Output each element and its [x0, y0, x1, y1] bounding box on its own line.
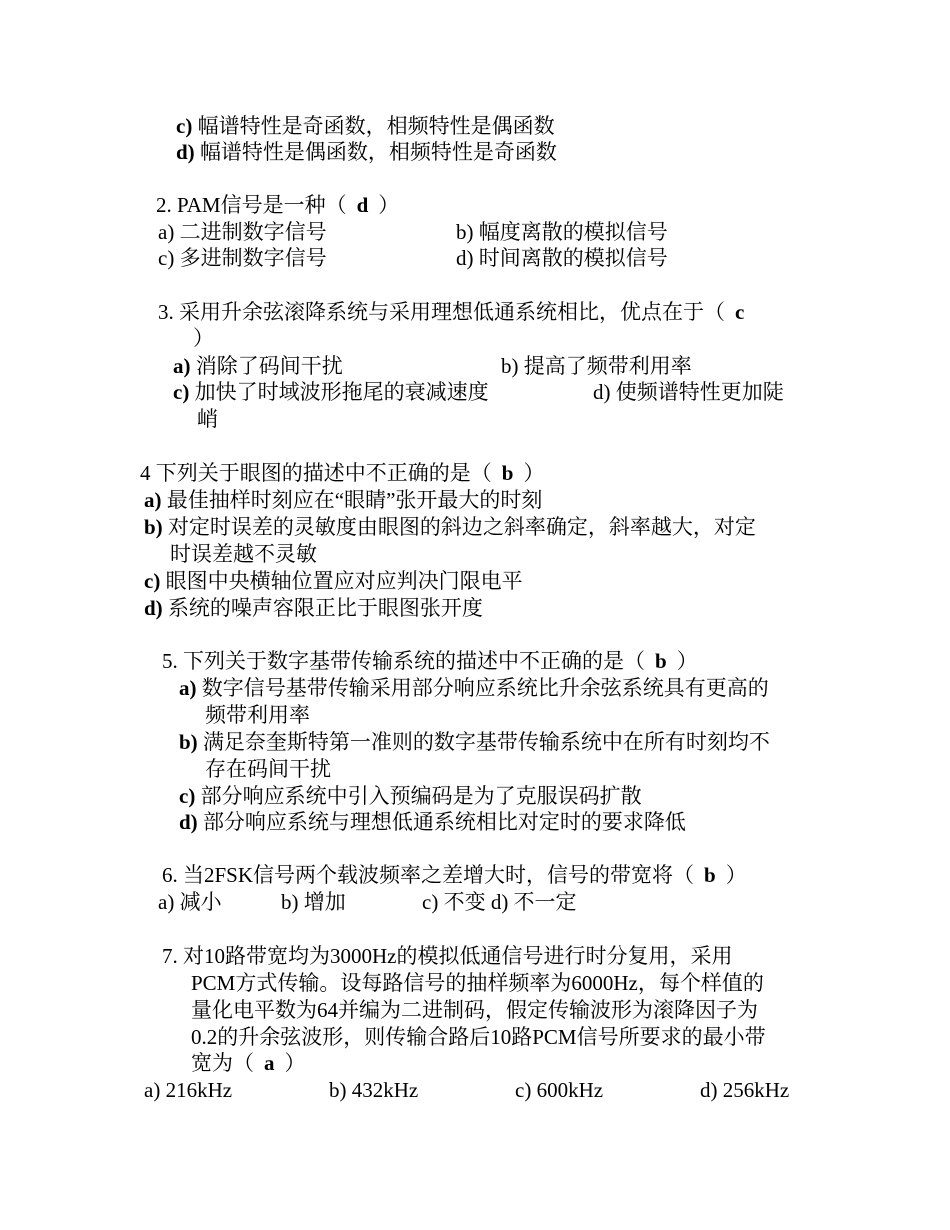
q4-stem — [140, 460, 544, 486]
q5-option-a-label: a) — [179, 676, 197, 700]
q5-option-c-text: 部分响应系统中引入预编码是为了克服误码扩散 — [200, 784, 642, 808]
q2-stem-prefix: 2. PAM信号是一种（ — [156, 193, 347, 217]
q3-option-a — [173, 353, 343, 379]
q6-stem — [162, 862, 747, 888]
q4-option-b — [144, 514, 756, 540]
q4-option-b-text: 对定时误差的灵敏度由眼图的斜边之斜率确定，斜率越大，对定 — [167, 515, 756, 539]
q5-answer: b — [655, 649, 667, 673]
q5-option-c — [179, 783, 642, 809]
q3-answer: c — [735, 300, 745, 324]
q1-option-c — [176, 113, 555, 139]
q2-option-c: c) 多进制数字信号 — [158, 246, 327, 270]
q2-option-a: a) 二进制数字信号 — [158, 220, 327, 244]
q7-stem-line-4: 0.2的升余弦波形，则传输合路后10路PCM信号所要求的最小带 — [191, 1025, 766, 1049]
q4-stem-prefix: 4 下列关于眼图的描述中不正确的是（ — [140, 461, 492, 485]
q4-option-b-continued: 时误差越不灵敏 — [170, 542, 317, 566]
q7-stem-line-3: 量化电平数为64并编为二进制码，假定传输波形为滚降因子为 — [191, 998, 758, 1022]
q3-option-d: d) 使频谱特性更加陡 — [593, 380, 784, 404]
q7-option-d: d) 256kHz — [700, 1078, 790, 1102]
q2-stem — [156, 192, 399, 218]
q3-option-c — [173, 379, 489, 405]
q3-option-c-label: c) — [173, 380, 190, 404]
q5-option-d-label: d) — [179, 810, 198, 834]
q5-option-b-text: 满足奈奎斯特第一准则的数字基带传输系统中在所有时刻均不 — [202, 730, 770, 754]
q3-option-c-text: 加快了时域波形拖尾的衰减速度 — [194, 380, 489, 404]
q6-stem-prefix: 6. 当2FSK信号两个载波频率之差增大时，信号的带宽将（ — [162, 863, 695, 887]
q5-stem — [162, 648, 698, 674]
q4-option-c-label: c) — [144, 569, 161, 593]
q7-stem-line-5 — [191, 1050, 306, 1076]
q4-stem-suffix: ） — [523, 461, 545, 485]
q4-option-a-label: a) — [144, 488, 162, 512]
q1-option-d-text: 幅谱特性是偶函数，相频特性是奇函数 — [199, 140, 557, 164]
q4-option-a-text: 最佳抽样时刻应在“眼睛”张开最大的时刻 — [166, 488, 543, 512]
q3-stem — [158, 299, 754, 325]
q5-option-d-text: 部分响应系统与理想低通系统相比对定时的要求降低 — [202, 810, 686, 834]
q4-answer: b — [501, 461, 514, 485]
q5-option-a-continued: 频带利用率 — [205, 703, 310, 727]
q4-option-c-text: 眼图中央横轴位置应对应判决门限电平 — [165, 569, 523, 593]
q3-option-d-continued: 峭 — [197, 407, 218, 431]
q6-option-b: b) 增加 — [281, 890, 346, 914]
q5-option-b — [179, 729, 770, 755]
q3-option-b: b) 提高了频带利用率 — [501, 354, 692, 378]
q5-option-b-continued: 存在码间干扰 — [205, 757, 331, 781]
q7-option-b: b) 432kHz — [329, 1078, 419, 1102]
q2-option-b: b) 幅度离散的模拟信号 — [456, 220, 668, 244]
q1-option-c-text: 幅谱特性是奇函数，相频特性是偶函数 — [197, 114, 555, 138]
q7-option-a: a) 216kHz — [144, 1078, 233, 1102]
q1-option-d — [176, 139, 557, 165]
q1-option-d-label: d) — [176, 140, 195, 164]
q7-stem-line-5-prefix: 宽为（ — [191, 1051, 254, 1075]
q3-stem-prefix: 3. 采用升余弦滚降系统与采用理想低通系统相比，优点在于（ — [158, 300, 725, 324]
q4-option-d — [144, 595, 483, 621]
q5-stem-prefix: 5. 下列关于数字基带传输系统的描述中不正确的是（ — [162, 649, 645, 673]
q4-option-d-label: d) — [144, 596, 163, 620]
q4-option-c — [144, 568, 523, 594]
q5-option-b-label: b) — [179, 730, 198, 754]
q5-option-a-text: 数字信号基带传输采用部分响应系统比升余弦系统具有更高的 — [201, 676, 769, 700]
q5-stem-suffix: ） — [676, 649, 698, 673]
q5-option-c-label: c) — [179, 784, 196, 808]
q5-option-d — [179, 809, 686, 835]
q2-option-d: d) 时间离散的模拟信号 — [456, 246, 668, 270]
q3-option-a-label: a) — [173, 354, 191, 378]
q7-stem-line-5-suffix: ） — [284, 1051, 306, 1075]
q4-option-d-text: 系统的噪声容限正比于眼图张开度 — [167, 596, 483, 620]
q4-option-b-label: b) — [144, 515, 163, 539]
q6-answer: b — [704, 863, 716, 887]
q2-answer: d — [356, 193, 369, 217]
q1-option-c-label: c) — [176, 114, 193, 138]
q4-option-a — [144, 487, 542, 513]
q6-option-a: a) 减小 — [158, 890, 222, 914]
q7-stem-line-1: 7. 对10路带宽均为3000Hz的模拟低通信号进行时分复用，采用 — [162, 944, 733, 968]
q2-stem-suffix: ） — [378, 193, 400, 217]
q7-answer: a — [264, 1051, 275, 1075]
q7-option-c: c) 600kHz — [515, 1078, 604, 1102]
q6-option-cd: c) 不变 d) 不一定 — [422, 890, 577, 914]
q7-stem-line-2: PCM方式传输。设每路信号的抽样频率为6000Hz，每个样值的 — [191, 971, 764, 995]
q3-stem-close: ） — [193, 326, 214, 350]
q5-option-a — [179, 675, 769, 701]
q6-stem-suffix: ） — [725, 863, 747, 887]
q3-option-a-text: 消除了码间干扰 — [195, 354, 343, 378]
